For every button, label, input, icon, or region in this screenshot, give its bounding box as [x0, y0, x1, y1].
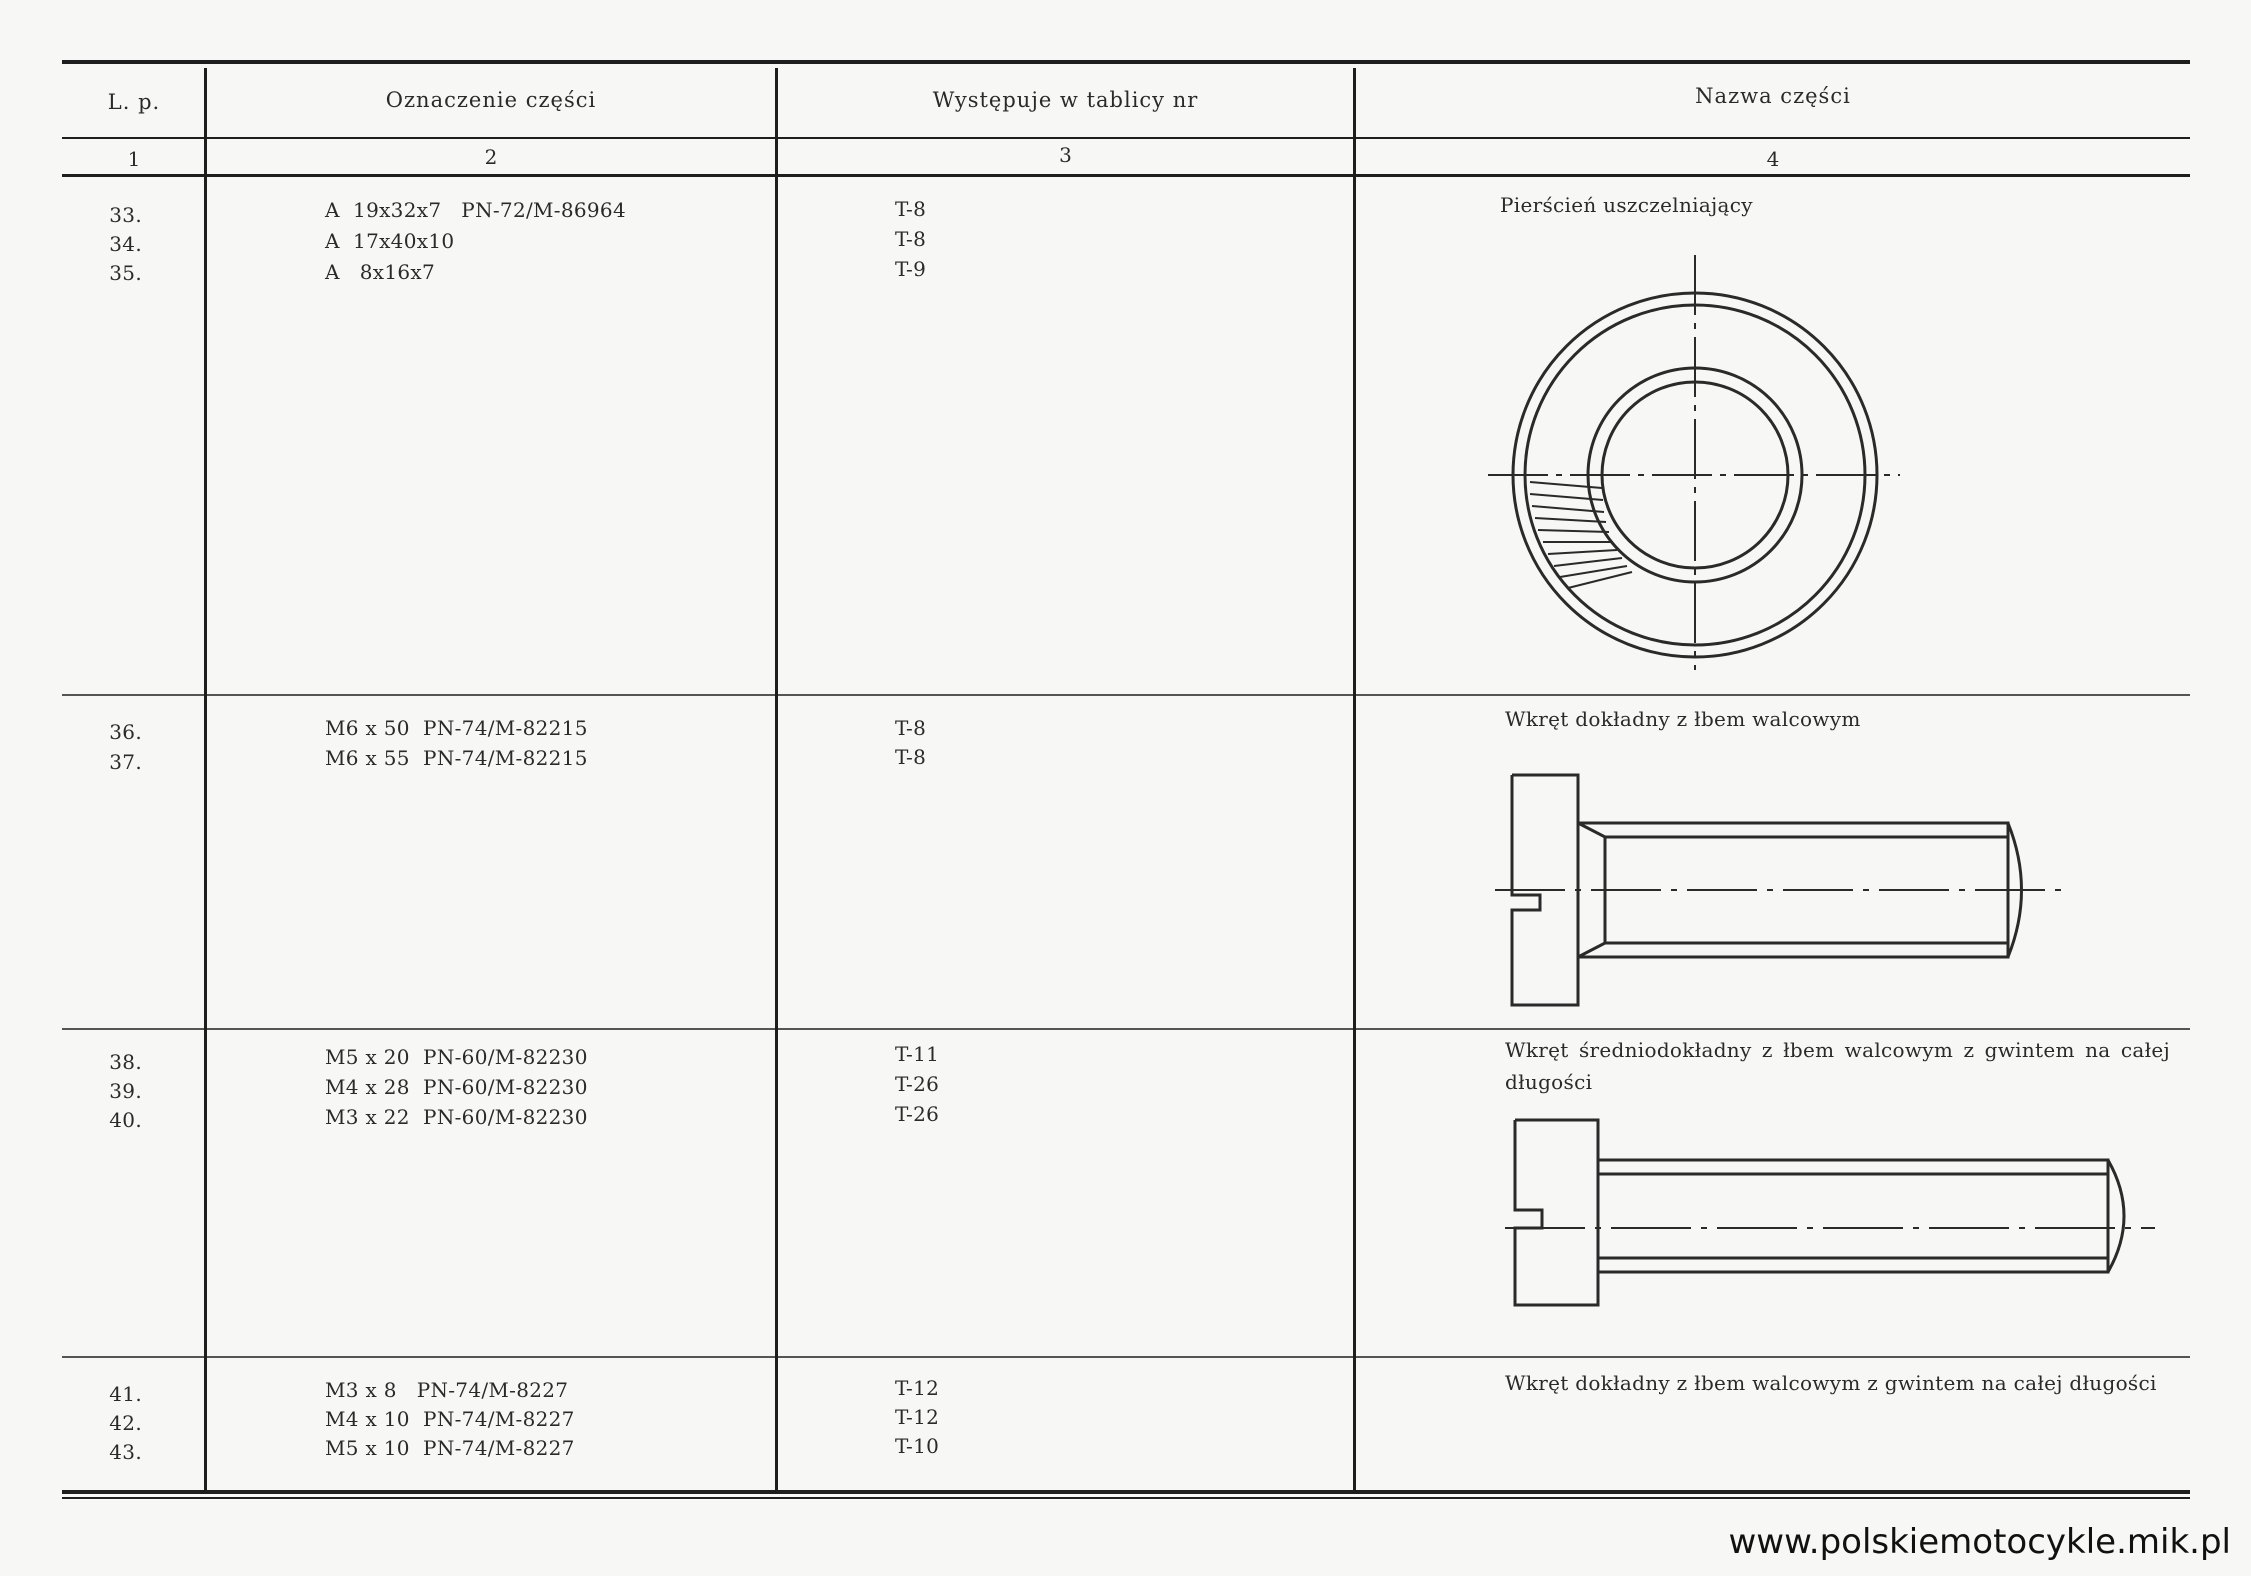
- row-number: 33.: [109, 203, 142, 227]
- table-top-rule: [62, 60, 2190, 64]
- row-number: 35.: [109, 261, 142, 285]
- column-divider: [775, 68, 778, 1492]
- header-lp: L. p.: [107, 90, 161, 114]
- part-designation: M3 x 22 PN-60/M-82230: [325, 1105, 588, 1129]
- part-name: Wkręt dokładny z łbem walcowym z gwintem na całej długości: [1505, 1371, 2157, 1395]
- part-name: Pierścień uszczelniający: [1500, 193, 1753, 217]
- table-ref: T-11: [895, 1042, 940, 1066]
- table-ref: T-12: [895, 1376, 940, 1400]
- full-thread-screw-drawing: [1500, 1110, 2160, 1320]
- column-number: 3: [1059, 143, 1072, 167]
- table-bottom-rule: [62, 1490, 2190, 1494]
- group-divider: [62, 1028, 2190, 1030]
- row-number: 36.: [109, 720, 142, 744]
- table-ref: T-8: [895, 745, 927, 769]
- header-bottom-rule: [62, 137, 2190, 139]
- column-number: 2: [484, 145, 498, 169]
- row-number: 38.: [109, 1050, 142, 1074]
- part-designation: M5 x 20 PN-60/M-82230: [325, 1045, 588, 1069]
- colnum-bottom-rule: [62, 174, 2190, 177]
- part-designation: M5 x 10 PN-74/M-8227: [325, 1436, 575, 1460]
- table-ref: T-12: [895, 1405, 940, 1429]
- row-number: 34.: [109, 232, 142, 256]
- group-divider: [62, 1356, 2190, 1358]
- part-designation: A 8x16x7: [325, 260, 435, 284]
- row-number: 39.: [109, 1079, 142, 1103]
- part-name: Wkręt dokładny z łbem walcowym: [1505, 707, 1861, 731]
- part-designation: M6 x 55 PN-74/M-82215: [325, 746, 588, 770]
- header-part-name: Nazwa części: [1695, 84, 1851, 108]
- group-divider: [62, 694, 2190, 696]
- part-designation: A 19x32x7 PN-72/M-86964: [325, 198, 626, 222]
- row-number: 42.: [109, 1411, 142, 1435]
- column-divider: [204, 68, 207, 1492]
- table-bottom-rule-double: [62, 1497, 2190, 1499]
- column-number: 1: [127, 147, 141, 171]
- row-number: 41.: [109, 1382, 142, 1406]
- column-number: 4: [1766, 147, 1780, 171]
- column-divider: [1353, 68, 1356, 1492]
- table-ref: T-8: [895, 227, 927, 251]
- header-designation: Oznaczenie części: [385, 88, 597, 112]
- row-number: 43.: [109, 1440, 142, 1464]
- row-number: 37.: [109, 750, 142, 774]
- table-ref: T-26: [895, 1102, 940, 1126]
- table-ref: T-10: [895, 1434, 940, 1458]
- sealing-ring-drawing: [1480, 250, 1930, 680]
- row-number: 40.: [109, 1108, 142, 1132]
- table-ref: T-26: [895, 1072, 940, 1096]
- source-url: www.polskiemotocykle.mik.pl: [1728, 1522, 2231, 1562]
- part-designation: M6 x 50 PN-74/M-82215: [325, 716, 588, 740]
- cheese-head-screw-drawing: [1490, 765, 2080, 1015]
- header-table-no: Występuje w tablicy nr: [932, 88, 1199, 112]
- part-name: Wkręt średniodokładny z łbem walcowym z gwintem na całej długości: [1505, 1038, 2170, 1094]
- part-designation: M3 x 8 PN-74/M-8227: [325, 1378, 569, 1402]
- table-ref: T-8: [895, 197, 927, 221]
- part-designation: M4 x 28 PN-60/M-82230: [325, 1075, 588, 1099]
- table-ref: T-8: [895, 716, 927, 740]
- part-designation: M4 x 10 PN-74/M-8227: [325, 1407, 575, 1431]
- part-designation: A 17x40x10: [325, 229, 455, 253]
- table-ref: T-9: [895, 257, 927, 281]
